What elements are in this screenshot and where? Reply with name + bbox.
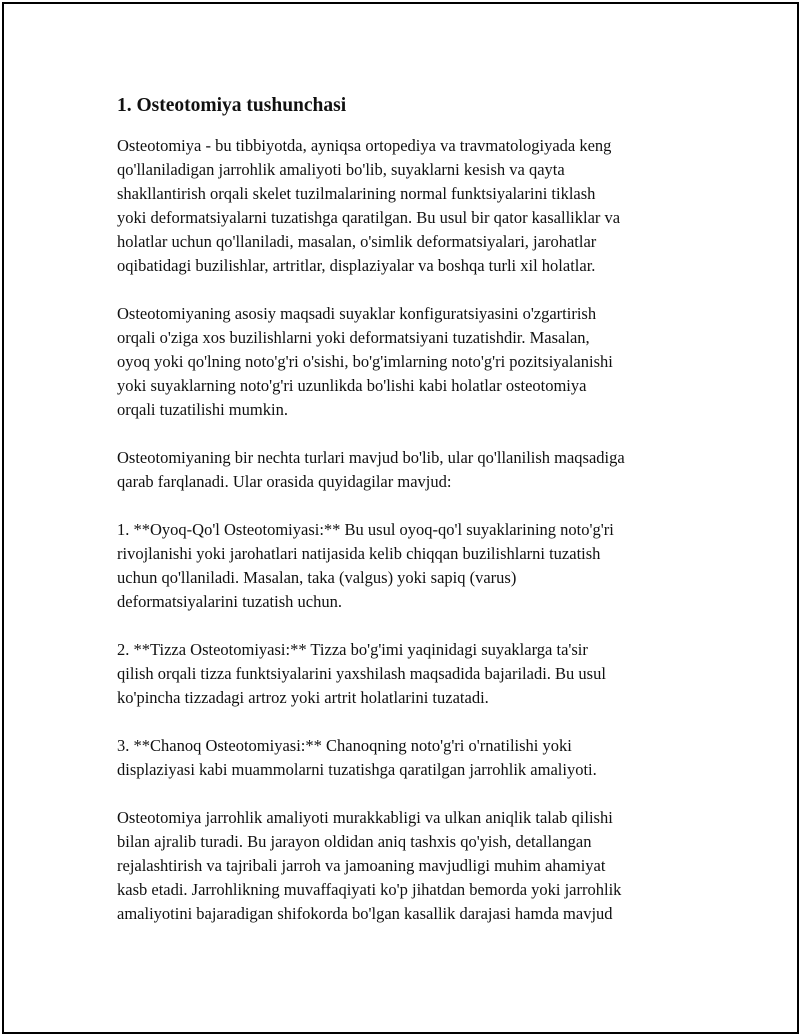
paragraph-limb-osteotomy: 1. **Oyoq-Qo'l Osteotomiyasi:** Bu usul oyoq-qo'l suyaklarining noto'g'ri rivojlanishi yoki jarohatlari natijasida kelib chiqqan buzilishlarni tuzatish uchun qo'llaniladi. Masalan, taka (valgus) yoki sapiq (varus) deformatsiyalarini tuzatish uchun. <box>117 520 614 611</box>
paragraph-complexity: Osteotomiya jarrohlik amaliyoti murakkabligi va ulkan aniqlik talab qilishi bilan ajralib turadi. Bu jarayon oldidan aniq tashxis qo'yish, detallangan rejalashtirish va tajribali jarroh va jamoaning mavjudligi muhim ahamiyat kasb etadi. Jarrohlikning muvaffaqiyati ko'p jihatdan bemorda yoki jarrohlik amaliyotini bajaradigan shifokorda bo'lgan kasallik darajasi hamda mavjud <box>117 808 622 923</box>
paragraph-intro: Osteotomiya - bu tibbiyotda, ayniqsa ortopediya va travmatologiyada keng qo'llaniladigan jarrohlik amaliyoti bo'lib, suyaklarni kesish va qayta shakllantirish orqali skelet tuzilmalarining normal funktsiyalarini tiklash yoki deformatsiyalarni tuzatishga qaratilgan. Bu usul bir qator kasalliklar va holatlar uchun qo'llaniladi, masalan, o'simlik deformatsiyalari, jarohatlar oqibatidagi buzilishlar, artritlar, displaziyalar va boshqa turli xil holatlar. <box>117 136 621 275</box>
paragraph-knee-osteotomy: 2. **Tizza Osteotomiyasi:** Tizza bo'g'imi yaqinidagi suyaklarga ta'sir qilish orqali tizza funktsiyalarini yaxshilash maqsadida bajariladi. Bu usul ko'pincha tizzadagi artroz yoki artrit holatlarini tuzatadi. <box>117 640 606 707</box>
section-title: 1. Osteotomiya tushunchasi <box>117 95 347 116</box>
paragraph-types-intro: Osteotomiyaning bir nechta turlari mavjud bo'lib, ular qo'llanilish maqsadiga qarab farqlanadi. Ular orasida quyidagilar mavjud: <box>117 448 625 491</box>
paragraph-pelvic-osteotomy: 3. **Chanoq Osteotomiyasi:** Chanoqning noto'g'ri o'rnatilishi yoki displaziyasi kabi muammolarni tuzatishga qaratilgan jarrohlik amaliyoti. <box>117 736 597 779</box>
document-body <box>117 93 697 950</box>
paragraph-purpose: Osteotomiyaning asosiy maqsadi suyaklar konfiguratsiyasini o'zgartirish orqali o'ziga xos buzilishlarni yoki deformatsiyani tuzatishdir. Masalan, oyoq yoki qo'lning noto'g'ri o'sishi, bo'g'imlarning noto'g'ri pozitsiyalanishi yoki suyaklarning noto'g'ri uzunlikda bo'lishi kabi holatlar osteotomiya orqali tuzatilishi mumkin. <box>117 304 613 419</box>
